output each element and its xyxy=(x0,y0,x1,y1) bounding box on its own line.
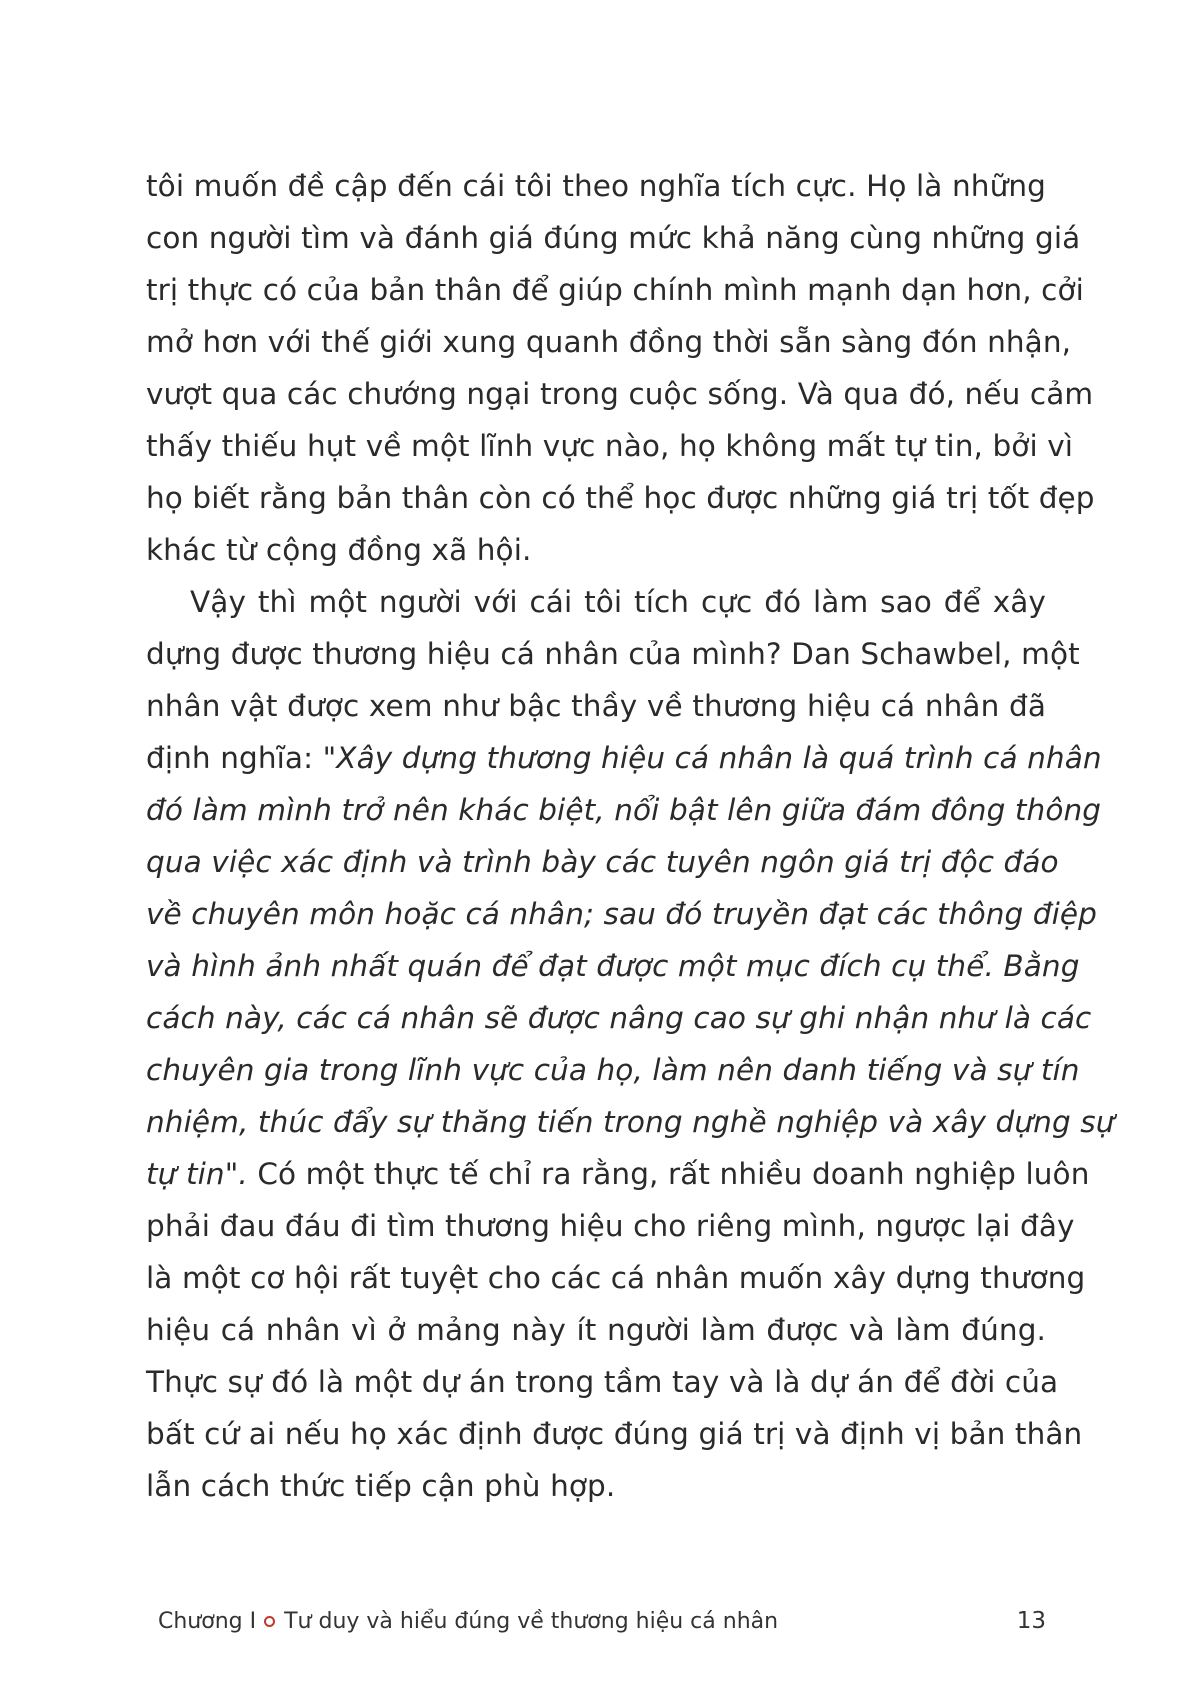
footer-chapter-label: Chương I xyxy=(158,1608,257,1634)
text-line xyxy=(146,992,1092,1044)
body-text: trị thực có của bản thân để giúp chính mình mạnh dạn hơn, cởi xyxy=(146,273,1084,307)
quoted-definition-text: về chuyên môn hoặc cá nhân; sau đó truyền đạt các thông điệp xyxy=(146,897,1098,931)
text-line xyxy=(146,836,1059,888)
text-line xyxy=(146,368,1094,420)
text-line xyxy=(146,264,1084,316)
text-line xyxy=(146,940,1080,992)
text-line xyxy=(146,212,1081,264)
text-line xyxy=(146,1148,1090,1200)
text-line xyxy=(146,160,1046,212)
quoted-definition-text: cách này, các cá nhân sẽ được nâng cao sự ghi nhận như là các xyxy=(146,1001,1092,1035)
text-line xyxy=(146,784,1102,836)
text-line xyxy=(146,576,1046,628)
text-line xyxy=(146,1304,1046,1356)
body-text: Vậy thì một người với cái tôi tích cực đó làm sao để xây xyxy=(190,585,1046,619)
body-text: Có một thực tế chỉ ra rằng, rất nhiều doanh nghiệp luôn xyxy=(247,1157,1090,1191)
text-line xyxy=(146,1096,1115,1148)
body-text: vượt qua các chướng ngại trong cuộc sống. Và qua đó, nếu cảm xyxy=(146,377,1094,411)
page-number: 13 xyxy=(1016,1608,1046,1634)
body-text: bất cứ ai nếu họ xác định được đúng giá trị và định vị bản thân xyxy=(146,1417,1083,1451)
quoted-definition-text: "Xây dựng thương hiệu cá nhân là quá trình cá nhân xyxy=(322,741,1102,775)
body-text: con người tìm và đánh giá đúng mức khả năng cùng những giá xyxy=(146,221,1081,255)
text-line xyxy=(146,524,1046,576)
body-text: hiệu cá nhân vì ở mảng này ít người làm được và làm đúng. xyxy=(146,1313,1046,1347)
body-text: là một cơ hội rất tuyệt cho các cá nhân muốn xây dựng thương xyxy=(146,1261,1086,1295)
bullet-icon xyxy=(264,1616,275,1627)
footer-left xyxy=(158,1609,778,1634)
body-text: phải đau đáu đi tìm thương hiệu cho riêng mình, ngược lại đây xyxy=(146,1209,1075,1243)
text-line xyxy=(146,1408,1083,1460)
quoted-definition-text: chuyên gia trong lĩnh vực của họ, làm nên danh tiếng và sự tín xyxy=(146,1053,1080,1087)
body-text: định nghĩa: xyxy=(146,741,323,775)
text-line xyxy=(146,628,1080,680)
footer-chapter-title: Tư duy và hiểu đúng về thương hiệu cá nhân xyxy=(284,1608,779,1634)
paragraph xyxy=(146,576,1115,1512)
quoted-definition-text: qua việc xác định và trình bày các tuyên ngôn giá trị độc đáo xyxy=(146,845,1059,879)
quoted-definition-text: và hình ảnh nhất quán để đạt được một mục đích cụ thể. Bằng xyxy=(146,949,1080,983)
text-line xyxy=(146,316,1072,368)
text-line xyxy=(146,1356,1059,1408)
text-line xyxy=(146,1252,1086,1304)
body-text: nhân vật được xem như bậc thầy về thương hiệu cá nhân đã xyxy=(146,689,1046,723)
text-line xyxy=(146,1460,1046,1512)
text-line xyxy=(146,680,1046,732)
text-line xyxy=(146,732,1102,784)
body-text: lẫn cách thức tiếp cận phù hợp. xyxy=(146,1469,616,1503)
body-text: mở hơn với thế giới xung quanh đồng thời sẵn sàng đón nhận, xyxy=(146,325,1072,359)
text-line xyxy=(146,888,1098,940)
body-text: thấy thiếu hụt về một lĩnh vực nào, họ không mất tự tin, bởi vì xyxy=(146,429,1074,463)
quoted-definition-text: nhiệm, thúc đẩy sự thăng tiến trong nghề nghiệp và xây dựng sự xyxy=(146,1105,1115,1139)
text-line xyxy=(146,420,1074,472)
text-line xyxy=(146,1044,1080,1096)
body-text: khác từ cộng đồng xã hội. xyxy=(146,533,532,567)
body-text: tôi muốn đề cập đến cái tôi theo nghĩa tích cực. Họ là những xyxy=(146,169,1046,203)
page-body xyxy=(146,160,1115,1512)
text-line xyxy=(146,472,1095,524)
body-text: họ biết rằng bản thân còn có thể học được những giá trị tốt đẹp xyxy=(146,481,1095,515)
quoted-definition-text: đó làm mình trở nên khác biệt, nổi bật lên giữa đám đông thông xyxy=(146,793,1102,827)
paragraph xyxy=(146,160,1095,576)
quoted-definition-text: tự tin". xyxy=(146,1157,248,1191)
running-footer xyxy=(158,1604,1046,1638)
body-text: Thực sự đó là một dự án trong tầm tay và là dự án để đời của xyxy=(146,1365,1059,1399)
text-line xyxy=(146,1200,1075,1252)
body-text: dựng được thương hiệu cá nhân của mình? Dan Schawbel, một xyxy=(146,637,1080,671)
